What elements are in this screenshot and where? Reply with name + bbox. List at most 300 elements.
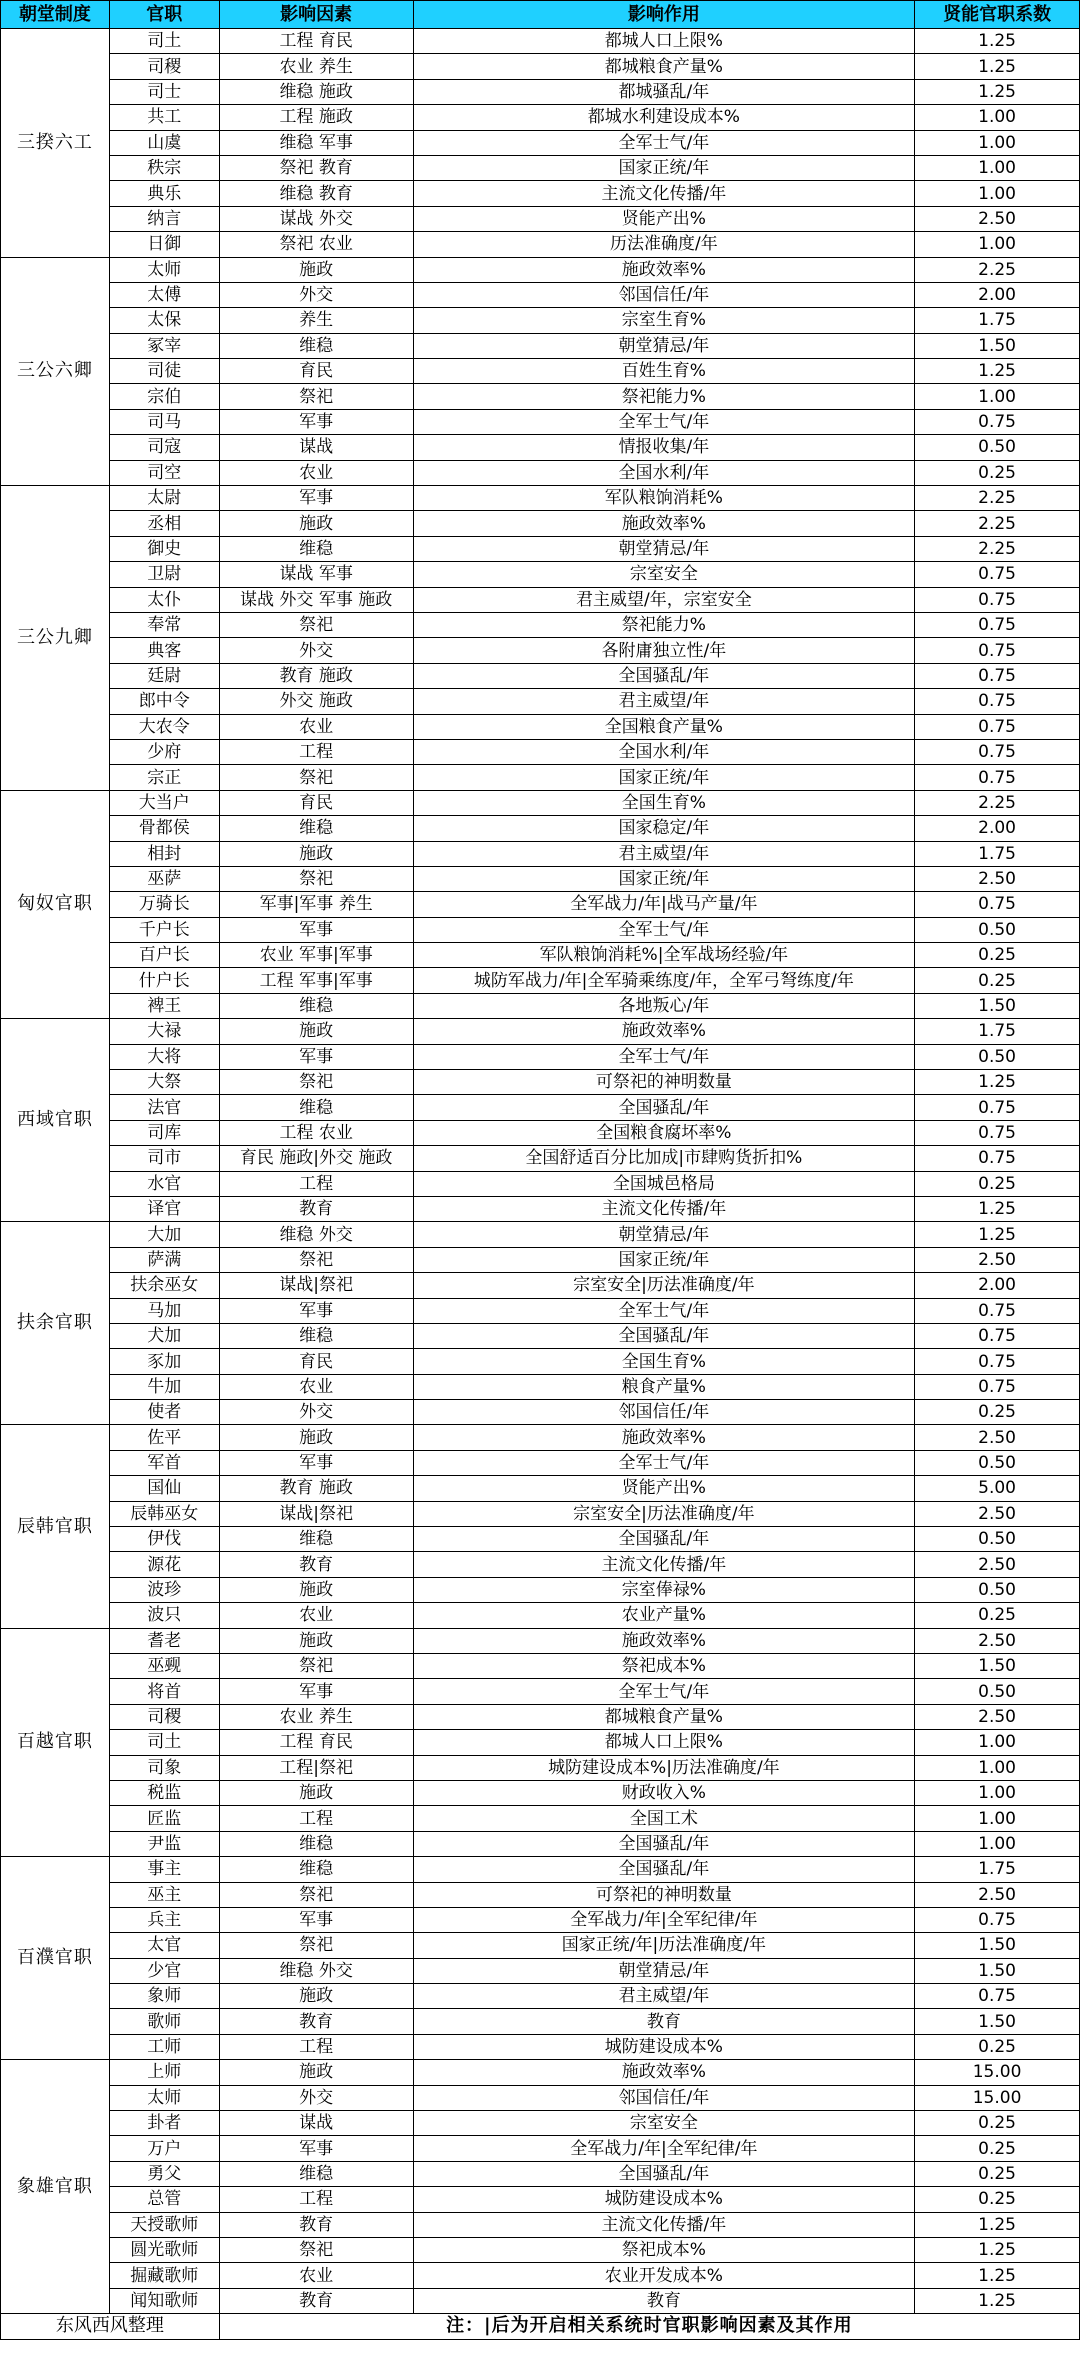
office-cell: 共工 [109,105,219,130]
coef-cell: 0.50 [915,1044,1080,1069]
coef-cell: 1.50 [915,993,1080,1018]
coef-cell: 0.25 [915,2187,1080,2212]
office-cell: 司寇 [109,435,219,460]
factors-cell: 祭祀 [219,1882,413,1907]
effect-cell: 城防建设成本% [413,2034,915,2059]
office-cell: 译官 [109,1196,219,1221]
factors-cell: 军事 [219,409,413,434]
coef-cell: 2.50 [915,1704,1080,1729]
coef-cell: 0.75 [915,1907,1080,1932]
office-cell: 波珍 [109,1577,219,1602]
office-cell: 将首 [109,1679,219,1704]
effect-cell: 全军士气/年 [413,1450,915,1475]
effect-cell: 宗室俸禄% [413,1577,915,1602]
coef-cell: 2.50 [915,1628,1080,1653]
office-cell: 太仆 [109,587,219,612]
table-row [1,1552,1080,1577]
effect-cell: 全国骚乱/年 [413,1527,915,1552]
factors-cell: 施政 [219,257,413,282]
table-row [1,1476,1080,1501]
factors-cell: 施政 [219,1628,413,1653]
office-cell: 典乐 [109,181,219,206]
system-cell: 扶余官职 [1,1222,110,1425]
coef-cell: 15.00 [915,2060,1080,2085]
table-row [1,943,1080,968]
coef-cell: 0.75 [915,1146,1080,1171]
factors-cell: 军事 [219,1907,413,1932]
coef-cell: 0.25 [915,2111,1080,2136]
office-cell: 闻知歌师 [109,2288,219,2313]
table-row [1,968,1080,993]
coef-cell: 2.50 [915,866,1080,891]
coef-cell: 1.00 [915,155,1080,180]
office-cell: 司空 [109,460,219,485]
effect-cell: 农业开发成本% [413,2263,915,2288]
table-row [1,1628,1080,1653]
office-cell: 纳言 [109,206,219,231]
effect-cell: 全国工术 [413,1806,915,1831]
effect-cell: 全军战力/年|全军纪律/年 [413,1907,915,1932]
factors-cell: 祭祀 [219,866,413,891]
header-row [1,1,1080,29]
effect-cell: 施政效率% [413,2060,915,2085]
coef-cell: 2.50 [915,206,1080,231]
coef-cell: 0.75 [915,739,1080,764]
effect-cell: 全军士气/年 [413,917,915,942]
table-row [1,257,1080,282]
effect-cell: 国家正统/年 [413,155,915,180]
effect-cell: 贤能产出% [413,206,915,231]
office-cell: 典客 [109,638,219,663]
effect-cell: 都城骚乱/年 [413,79,915,104]
table-row [1,409,1080,434]
table-row [1,511,1080,536]
table-row [1,206,1080,231]
office-cell: 少官 [109,1958,219,1983]
coef-cell: 1.50 [915,1654,1080,1679]
factors-cell: 施政 [219,511,413,536]
factors-cell: 外交 [219,1400,413,1425]
factors-cell: 军事|军事 养生 [219,892,413,917]
effect-cell: 全国水利/年 [413,460,915,485]
effect-cell: 全军士气/年 [413,1044,915,1069]
effect-cell: 军队粮饷消耗% [413,486,915,511]
office-cell: 兵主 [109,1907,219,1932]
office-cell: 工师 [109,2034,219,2059]
table-row [1,1577,1080,1602]
table-row [1,1146,1080,1171]
effect-cell: 城防建设成本%|历法准确度/年 [413,1755,915,1780]
office-cell: 掘藏歌师 [109,2263,219,2288]
factors-cell: 外交 [219,2085,413,2110]
table-row [1,612,1080,637]
factors-cell: 祭祀 [219,1247,413,1272]
office-cell: 大将 [109,1044,219,1069]
office-cell: 总管 [109,2187,219,2212]
table-row [1,1095,1080,1120]
office-cell: 萨满 [109,1247,219,1272]
office-cell: 万骑长 [109,892,219,917]
table-row [1,155,1080,180]
effect-cell: 全军士气/年 [413,409,915,434]
office-cell: 御史 [109,536,219,561]
coef-cell: 0.75 [915,1120,1080,1145]
factors-cell: 谋战 [219,435,413,460]
table-row [1,1171,1080,1196]
effect-cell: 都城粮食产量% [413,54,915,79]
coef-cell: 2.50 [915,1552,1080,1577]
effect-cell: 全国骚乱/年 [413,1323,915,1348]
factors-cell: 维稳 [219,333,413,358]
factors-cell: 维稳 [219,536,413,561]
factors-cell: 养生 [219,308,413,333]
factors-cell: 谋战|祭祀 [219,1501,413,1526]
factors-cell: 军事 [219,917,413,942]
table-row [1,2237,1080,2262]
coef-cell: 1.25 [915,79,1080,104]
effect-cell: 君主威望/年 [413,841,915,866]
effect-cell: 宗室安全|历法准确度/年 [413,1501,915,1526]
factors-cell: 施政 [219,1984,413,2009]
table-row [1,1933,1080,1958]
table-row [1,841,1080,866]
effect-cell: 国家稳定/年 [413,816,915,841]
factors-cell: 教育 [219,1552,413,1577]
table-row [1,2187,1080,2212]
office-cell: 日御 [109,232,219,257]
factors-cell: 农业 军事|军事 [219,943,413,968]
office-cell: 大加 [109,1222,219,1247]
coef-cell: 0.25 [915,2034,1080,2059]
table-row [1,1603,1080,1628]
office-cell: 裨王 [109,993,219,1018]
factors-cell: 教育 施政 [219,663,413,688]
factors-cell: 施政 [219,2060,413,2085]
table-row [1,739,1080,764]
table-row [1,866,1080,891]
table-row [1,1882,1080,1907]
coef-cell: 1.00 [915,1806,1080,1831]
table-row [1,1425,1080,1450]
effect-cell: 全国生育% [413,1349,915,1374]
coef-cell: 2.50 [915,1882,1080,1907]
office-cell: 天授歌师 [109,2212,219,2237]
coef-cell: 0.75 [915,1349,1080,1374]
office-cell: 太保 [109,308,219,333]
coef-cell: 0.75 [915,638,1080,663]
factors-cell: 维稳 [219,1095,413,1120]
office-cell: 扶余巫女 [109,1273,219,1298]
header-office: 官职 [109,1,219,29]
factors-cell: 谋战 外交 军事 施政 [219,587,413,612]
factors-cell: 外交 施政 [219,689,413,714]
table-row [1,29,1080,54]
factors-cell: 育民 [219,359,413,384]
factors-cell: 工程 [219,1171,413,1196]
coef-cell: 0.75 [915,409,1080,434]
coef-cell: 1.75 [915,1019,1080,1044]
table-row [1,2263,1080,2288]
table-row [1,816,1080,841]
office-cell: 大禄 [109,1019,219,1044]
coef-cell: 0.25 [915,1171,1080,1196]
effect-cell: 施政效率% [413,1019,915,1044]
factors-cell: 维稳 [219,1323,413,1348]
factors-cell: 工程 [219,739,413,764]
table-row [1,130,1080,155]
office-cell: 太师 [109,2085,219,2110]
factors-cell: 维稳 外交 [219,1222,413,1247]
table-row [1,1958,1080,1983]
coef-cell: 0.75 [915,1323,1080,1348]
table-row [1,1704,1080,1729]
table-row [1,1323,1080,1348]
factors-cell: 工程 育民 [219,1730,413,1755]
office-cell: 犬加 [109,1323,219,1348]
table-row [1,435,1080,460]
table-row [1,1070,1080,1095]
factors-cell: 工程 施政 [219,105,413,130]
table-row [1,1120,1080,1145]
factors-cell: 祭祀 农业 [219,232,413,257]
coef-cell: 2.50 [915,1501,1080,1526]
effect-cell: 可祭祀的神明数量 [413,1070,915,1095]
effect-cell: 祭祀成本% [413,2237,915,2262]
table-row [1,1400,1080,1425]
effect-cell: 农业产量% [413,1603,915,1628]
effect-cell: 宗室生育% [413,308,915,333]
office-cell: 辰韩巫女 [109,1501,219,1526]
table-row [1,765,1080,790]
effect-cell: 全国骚乱/年 [413,663,915,688]
office-cell: 军首 [109,1450,219,1475]
factors-cell: 育民 [219,790,413,815]
office-cell: 冢宰 [109,333,219,358]
office-cell: 骨都侯 [109,816,219,841]
effect-cell: 邻国信任/年 [413,2085,915,2110]
office-cell: 千户长 [109,917,219,942]
effect-cell: 全军战力/年|战马产量/年 [413,892,915,917]
effect-cell: 全国舒适百分比加成|市肆购货折扣% [413,1146,915,1171]
factors-cell: 施政 [219,1577,413,1602]
factors-cell: 育民 施政|外交 施政 [219,1146,413,1171]
coef-cell: 1.25 [915,2288,1080,2313]
coef-cell: 1.25 [915,2237,1080,2262]
office-cell: 廷尉 [109,663,219,688]
table-row [1,333,1080,358]
effect-cell: 全国骚乱/年 [413,1095,915,1120]
effect-cell: 贤能产出% [413,1476,915,1501]
table-row [1,917,1080,942]
table-row [1,1755,1080,1780]
coef-cell: 2.50 [915,1425,1080,1450]
effect-cell: 邻国信任/年 [413,282,915,307]
effect-cell: 都城粮食产量% [413,1704,915,1729]
effect-cell: 朝堂猜忌/年 [413,1222,915,1247]
system-cell: 西域官职 [1,1019,110,1222]
office-cell: 上师 [109,2060,219,2085]
coef-cell: 2.00 [915,816,1080,841]
effect-cell: 国家正统/年 [413,1247,915,1272]
effect-cell: 主流文化传播/年 [413,1552,915,1577]
system-cell: 三公九卿 [1,486,110,791]
coef-cell: 0.75 [915,714,1080,739]
coef-cell: 2.25 [915,790,1080,815]
office-cell: 伊伐 [109,1527,219,1552]
effect-cell: 朝堂猜忌/年 [413,536,915,561]
office-cell: 耆老 [109,1628,219,1653]
effect-cell: 国家正统/年 [413,866,915,891]
coef-cell: 0.50 [915,1577,1080,1602]
factors-cell: 农业 [219,1374,413,1399]
office-cell: 丞相 [109,511,219,536]
office-cell: 大当户 [109,790,219,815]
table-row [1,1222,1080,1247]
factors-cell: 军事 [219,2136,413,2161]
effect-cell: 全军士气/年 [413,130,915,155]
coef-cell: 1.50 [915,2009,1080,2034]
coef-cell: 1.50 [915,1933,1080,1958]
office-cell: 司土 [109,1730,219,1755]
office-cell: 司稷 [109,54,219,79]
table-row [1,232,1080,257]
office-cell: 太官 [109,1933,219,1958]
table-row [1,1298,1080,1323]
system-cell: 三公六卿 [1,257,110,486]
factors-cell: 农业 [219,2263,413,2288]
office-cell: 法官 [109,1095,219,1120]
coef-cell: 2.25 [915,511,1080,536]
office-cell: 卦者 [109,2111,219,2136]
effect-cell: 全军战力/年|全军纪律/年 [413,2136,915,2161]
effect-cell: 君主威望/年 [413,1984,915,2009]
factors-cell: 祭祀 [219,2237,413,2262]
coef-cell: 1.50 [915,1958,1080,1983]
table-row [1,1527,1080,1552]
effect-cell: 各附庸独立性/年 [413,638,915,663]
coef-cell: 0.75 [915,612,1080,637]
table-row [1,1044,1080,1069]
coef-cell: 0.50 [915,1527,1080,1552]
factors-cell: 工程 农业 [219,1120,413,1145]
coef-cell: 1.00 [915,232,1080,257]
factors-cell: 维稳 [219,1857,413,1882]
coef-cell: 0.50 [915,1679,1080,1704]
effect-cell: 宗室安全 [413,2111,915,2136]
table-row [1,1349,1080,1374]
office-cell: 司士 [109,79,219,104]
factors-cell: 谋战 军事 [219,562,413,587]
effect-cell: 全国水利/年 [413,739,915,764]
system-cell: 匈奴官职 [1,790,110,1019]
office-cell: 象师 [109,1984,219,2009]
factors-cell: 军事 [219,1044,413,1069]
effect-cell: 施政效率% [413,1628,915,1653]
office-cell: 大农令 [109,714,219,739]
effect-cell: 君主威望/年 [413,689,915,714]
factors-cell: 工程 [219,1806,413,1831]
coef-cell: 0.25 [915,460,1080,485]
coef-cell: 0.25 [915,2136,1080,2161]
effect-cell: 邻国信任/年 [413,1400,915,1425]
table-row [1,1730,1080,1755]
header-system: 朝堂制度 [1,1,110,29]
effect-cell: 君主威望/年，宗室安全 [413,587,915,612]
office-cell: 巫萨 [109,866,219,891]
office-cell: 事主 [109,1857,219,1882]
table-row [1,993,1080,1018]
factors-cell: 施政 [219,841,413,866]
table-row [1,105,1080,130]
factors-cell: 军事 [219,1679,413,1704]
table-row [1,79,1080,104]
table-row [1,1907,1080,1932]
office-cell: 使者 [109,1400,219,1425]
header-effect: 影响作用 [413,1,915,29]
effect-cell: 粮食产量% [413,1374,915,1399]
office-cell: 司象 [109,1755,219,1780]
coef-cell: 0.75 [915,1095,1080,1120]
factors-cell: 维稳 [219,816,413,841]
factors-cell: 谋战|祭祀 [219,1273,413,1298]
factors-cell: 教育 [219,2212,413,2237]
table-row [1,2161,1080,2186]
coef-cell: 2.25 [915,257,1080,282]
coef-cell: 1.25 [915,29,1080,54]
footer-row [1,2314,1080,2339]
table-row [1,460,1080,485]
effect-cell: 施政效率% [413,1425,915,1450]
table-row [1,2288,1080,2313]
coef-cell: 1.25 [915,2212,1080,2237]
table-body [1,29,1080,2314]
factors-cell: 维稳 [219,1527,413,1552]
table-row [1,2034,1080,2059]
table-row [1,689,1080,714]
effect-cell: 军队粮饷消耗%|全军战场经验/年 [413,943,915,968]
effect-cell: 教育 [413,2009,915,2034]
coef-cell: 1.00 [915,1780,1080,1805]
factors-cell: 外交 [219,282,413,307]
effect-cell: 城防建设成本% [413,2187,915,2212]
coef-cell: 1.50 [915,333,1080,358]
credit-cell: 东风西风整理 [1,2314,220,2339]
table-row [1,2136,1080,2161]
table-row [1,282,1080,307]
effect-cell: 祭祀能力% [413,384,915,409]
office-cell: 大祭 [109,1070,219,1095]
effect-cell: 全军士气/年 [413,1298,915,1323]
coef-cell: 0.75 [915,1298,1080,1323]
effect-cell: 朝堂猜忌/年 [413,333,915,358]
effect-cell: 全国生育% [413,790,915,815]
office-cell: 山虞 [109,130,219,155]
header-factors: 影响因素 [219,1,413,29]
office-cell: 少府 [109,739,219,764]
office-cell: 司马 [109,409,219,434]
note-cell: 注：|后为开启相关系统时官职影响因素及其作用 [219,2314,1079,2339]
office-cell: 马加 [109,1298,219,1323]
coef-cell: 1.00 [915,1831,1080,1856]
coef-cell: 2.25 [915,536,1080,561]
system-cell: 百越官职 [1,1628,110,1857]
table-row [1,562,1080,587]
office-cell: 什户长 [109,968,219,993]
office-cell: 佐平 [109,1425,219,1450]
office-cell: 司土 [109,29,219,54]
table-row [1,1273,1080,1298]
coef-cell: 1.25 [915,1196,1080,1221]
